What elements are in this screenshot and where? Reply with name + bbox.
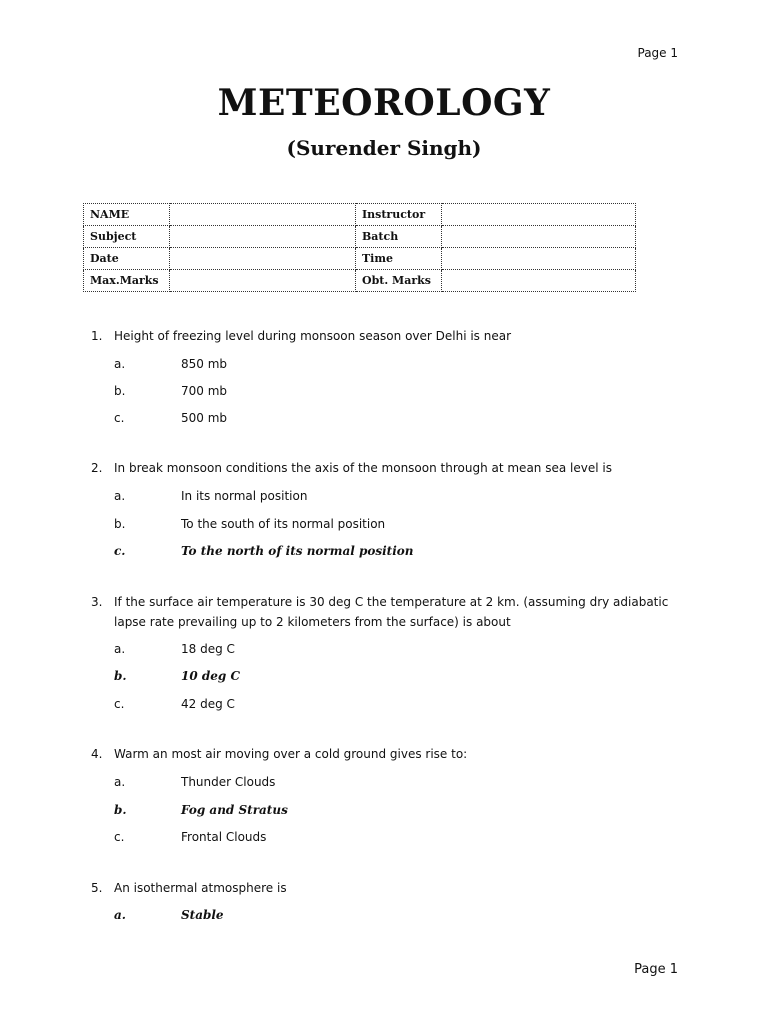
question-text: If the surface air temperature is 30 deg C the temperature at 2 km. (assuming dry adiabatic lapse rate prevailing up to 2 kilometers from the surface) is about (114, 595, 669, 629)
question-4-option-a[interactable] (114, 774, 674, 790)
question-3-option-a[interactable] (114, 641, 674, 657)
info-value-obt-marks[interactable] (442, 270, 636, 292)
option-text: To the south of its normal position (181, 517, 386, 531)
option-letter: a. (114, 489, 126, 503)
question-1 (91, 326, 701, 346)
question-2-option-a[interactable] (114, 488, 674, 504)
info-label-instructor: Instructor (356, 204, 442, 226)
option-text: Stable (181, 908, 224, 922)
option-text: 10 deg C (181, 669, 241, 683)
question-3 (91, 592, 701, 632)
option-letter: a. (114, 775, 126, 789)
question-4-option-c[interactable] (114, 829, 674, 845)
info-value-subject[interactable] (170, 226, 356, 248)
option-text: In its normal position (181, 489, 308, 503)
option-letter: b. (114, 384, 126, 398)
table-row (84, 204, 636, 226)
info-label-obt-marks: Obt. Marks (356, 270, 442, 292)
info-value-batch[interactable] (442, 226, 636, 248)
table-row (84, 270, 636, 292)
question-text: Warm an most air moving over a cold ground gives rise to: (114, 747, 468, 761)
option-text: 18 deg C (181, 642, 235, 656)
info-label-batch: Batch (356, 226, 442, 248)
question-number: 3. (91, 595, 103, 609)
question-1-option-c[interactable] (114, 410, 674, 426)
page-number-footer: Page 1 (634, 962, 678, 977)
question-number: 1. (91, 329, 103, 343)
info-value-max-marks[interactable] (170, 270, 356, 292)
question-1-option-b[interactable] (114, 383, 674, 399)
question-text: Height of freezing level during monsoon season over Delhi is near (114, 329, 512, 343)
option-letter: c. (114, 544, 126, 558)
question-3-option-c[interactable] (114, 696, 674, 712)
info-value-instructor[interactable] (442, 204, 636, 226)
option-text: 850 mb (181, 357, 228, 371)
option-letter: a. (114, 357, 126, 371)
option-text: Frontal Clouds (181, 830, 267, 844)
question-4-option-b[interactable] (114, 802, 674, 818)
info-value-name[interactable] (170, 204, 356, 226)
question-3-option-b[interactable] (114, 668, 674, 684)
student-info-table (83, 203, 636, 292)
question-text: An isothermal atmosphere is (114, 881, 287, 895)
document-subtitle: (Surender Singh) (286, 136, 482, 160)
option-letter: b. (114, 803, 127, 817)
option-letter: c. (114, 697, 125, 711)
table-row (84, 248, 636, 270)
option-letter: c. (114, 411, 125, 425)
option-text: Thunder Clouds (181, 775, 276, 789)
question-number: 5. (91, 881, 103, 895)
option-text: 700 mb (181, 384, 228, 398)
info-label-name: NAME (84, 204, 170, 226)
option-text: To the north of its normal position (181, 544, 414, 558)
info-value-time[interactable] (442, 248, 636, 270)
question-2 (91, 458, 701, 478)
option-letter: b. (114, 517, 126, 531)
info-label-subject: Subject (84, 226, 170, 248)
question-number: 2. (91, 461, 103, 475)
info-label-max-marks: Max.Marks (84, 270, 170, 292)
table-row (84, 226, 636, 248)
question-4 (91, 744, 701, 764)
question-text: In break monsoon conditions the axis of the monsoon through at mean sea level is (114, 461, 612, 475)
page-number-header: Page 1 (637, 46, 678, 60)
option-text: Fog and Stratus (181, 803, 288, 817)
option-text: 42 deg C (181, 697, 235, 711)
option-letter: a. (114, 642, 126, 656)
option-letter: c. (114, 830, 125, 844)
question-number: 4. (91, 747, 103, 761)
question-2-option-b[interactable] (114, 516, 674, 532)
option-letter: a. (114, 908, 126, 922)
question-2-option-c[interactable] (114, 543, 674, 559)
question-1-option-a[interactable] (114, 356, 674, 372)
option-text: 500 mb (181, 411, 228, 425)
option-letter: b. (114, 669, 127, 683)
info-value-date[interactable] (170, 248, 356, 270)
question-5-option-a[interactable] (114, 907, 674, 923)
document-title: METEOROLOGY (217, 82, 551, 124)
info-label-date: Date (84, 248, 170, 270)
info-label-time: Time (356, 248, 442, 270)
question-5 (91, 878, 701, 898)
